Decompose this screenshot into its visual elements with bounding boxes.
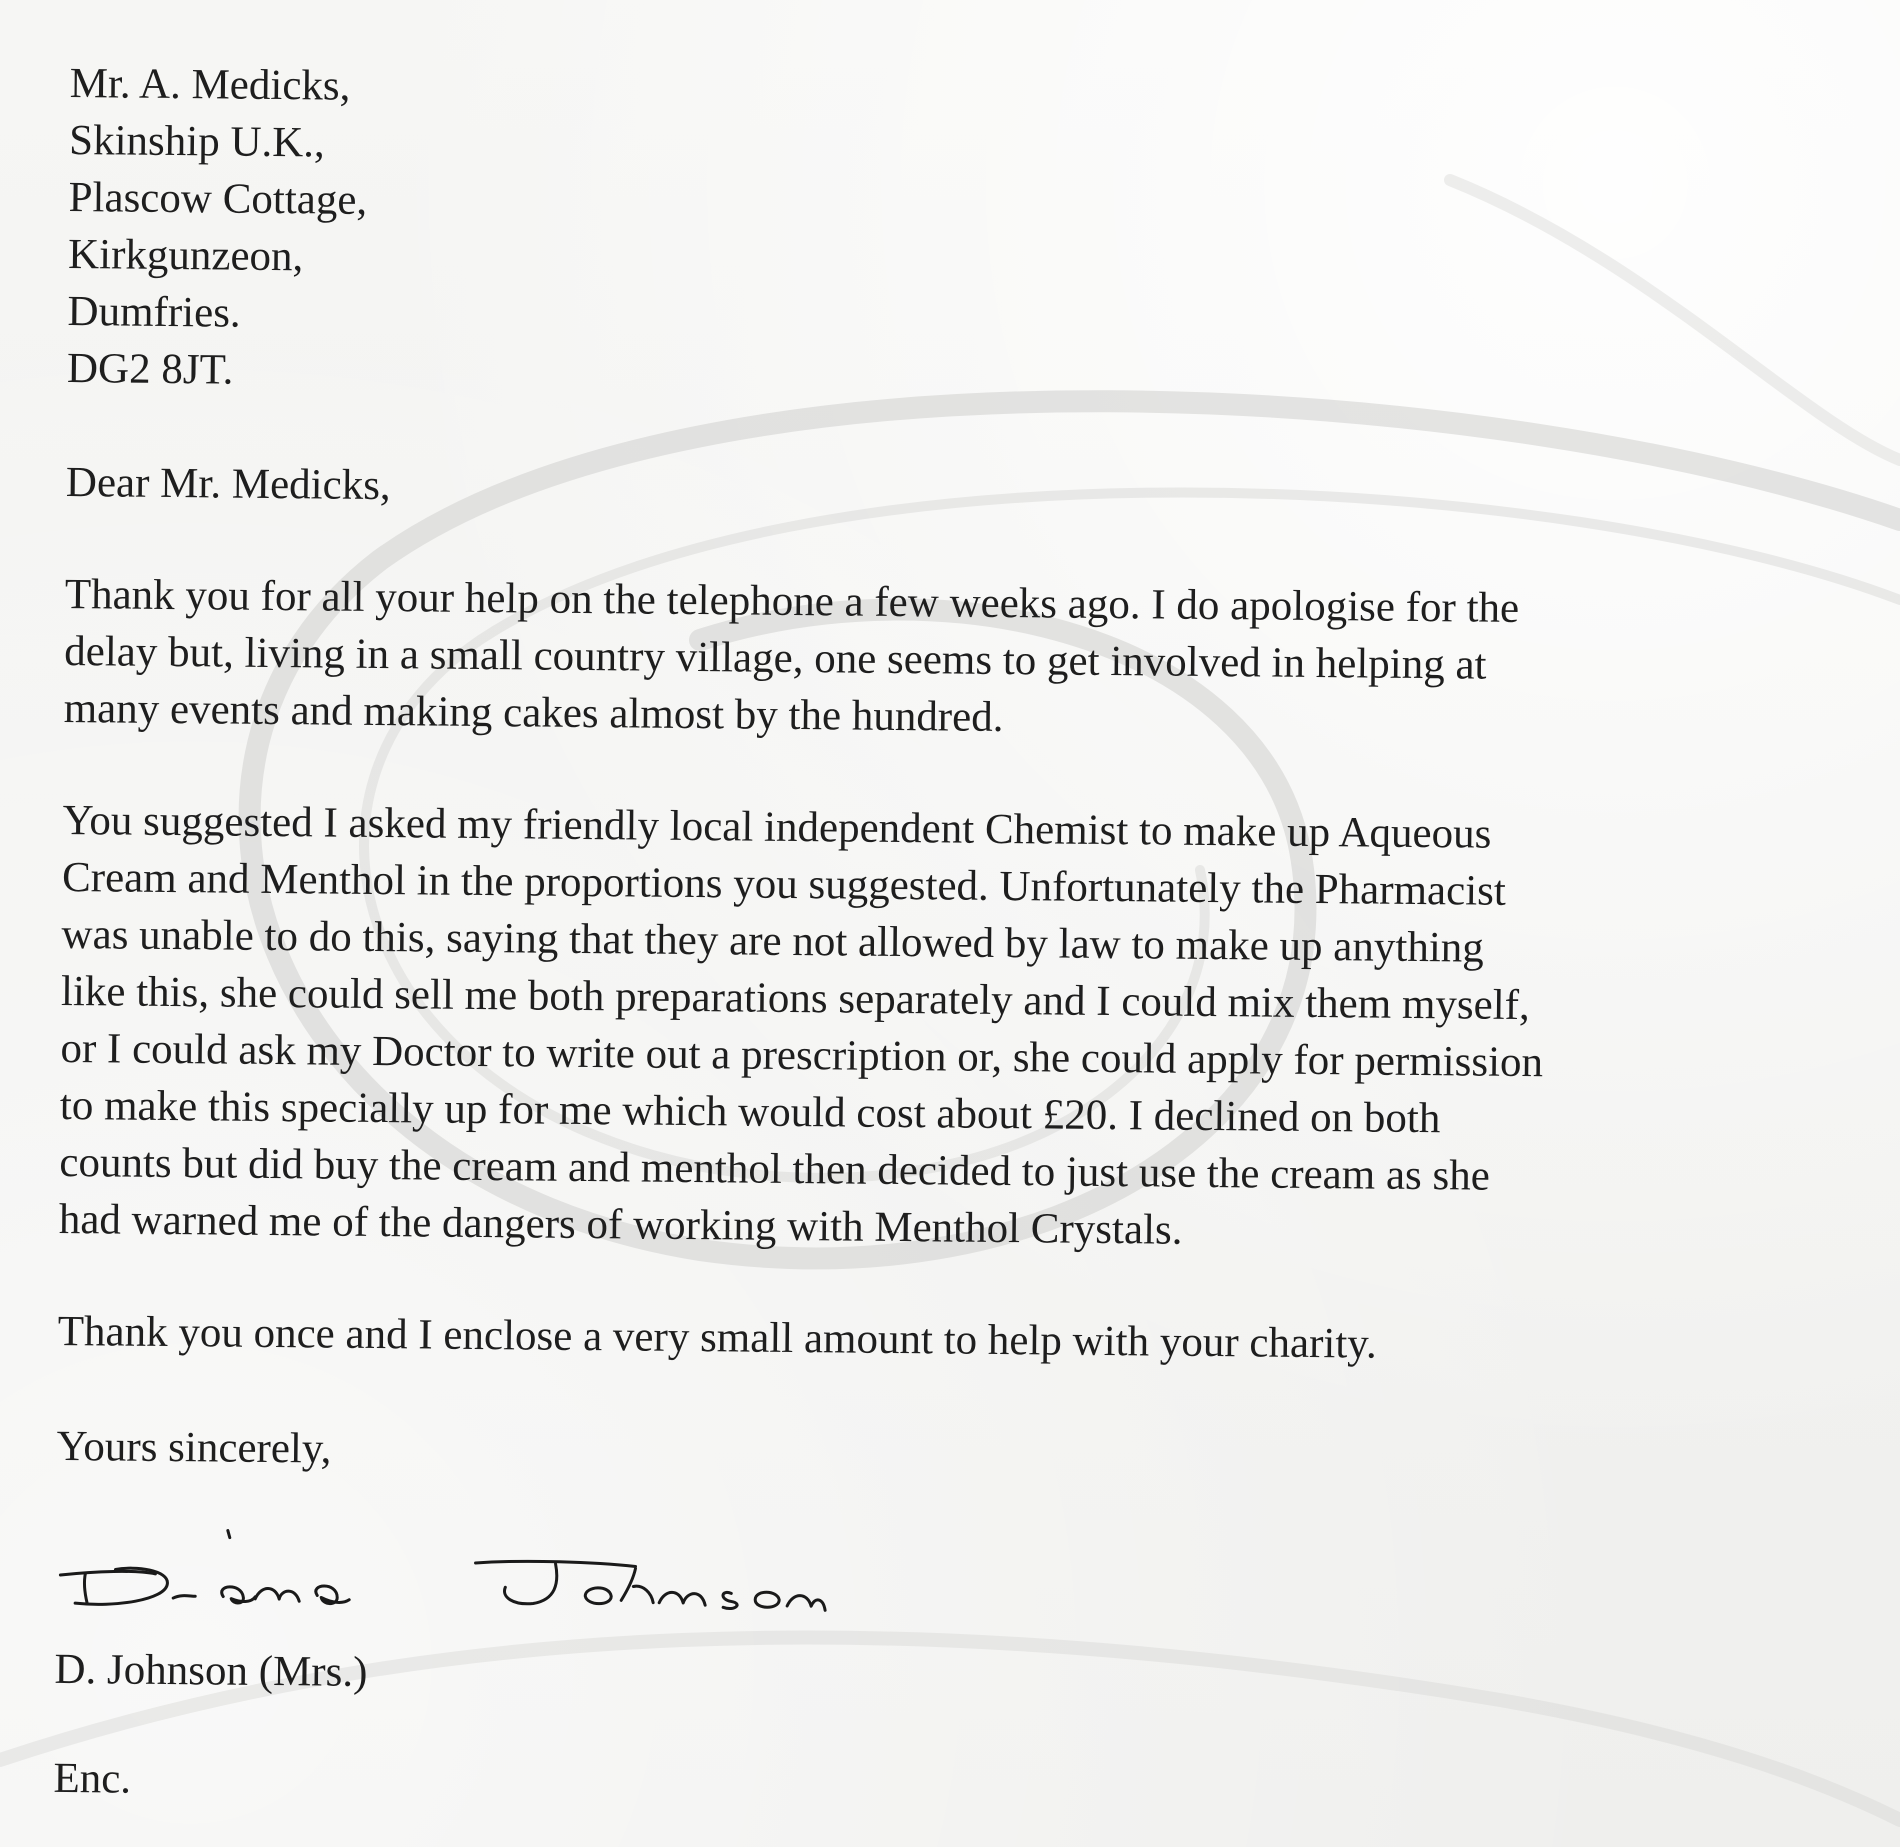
signatory-name: D. Johnson (Mrs.) — [54, 1645, 368, 1696]
paragraph-line: had warned me of the dangers of working with Menthol Crystals. — [58, 1195, 1183, 1254]
letter-body — [53, 55, 1830, 1824]
address-line-postcode: DG2 8JT. — [66, 344, 234, 394]
paragraph-line: delay but, living in a small country village, one seems to get involved in helping at — [64, 627, 1487, 689]
paragraph-line: was unable to do this, saying that they are not allowed by law to make up anything — [61, 910, 1484, 972]
paragraph-line: Cream and Menthol in the proportions you suggested. Unfortunately the Pharmacist — [61, 853, 1507, 915]
paragraph-chemist — [59, 792, 1823, 1265]
paragraph-thanks — [63, 566, 1825, 754]
address-line-company: Skinship U.K., — [68, 116, 326, 167]
paragraph-line: counts but did buy the cream and menthol then decided to just use the cream as she — [59, 1138, 1491, 1200]
paragraph-line: Thank you for all your help on the telephone a few weeks ago. I do apologise for the — [64, 570, 1520, 632]
complimentary-close: Yours sincerely, — [56, 1422, 332, 1473]
enclosure-note: Enc. — [53, 1754, 132, 1803]
address-line-village: Kirkgunzeon, — [67, 230, 304, 281]
recipient-address — [67, 55, 1830, 414]
paragraph-line: or I could ask my Doctor to write out a prescription or, she could apply for permission — [60, 1024, 1544, 1087]
paragraph-line: You suggested I asked my friendly local independent Chemist to make up Aqueous — [62, 796, 1492, 858]
address-line-name: Mr. A. Medicks, — [69, 59, 351, 110]
address-line-town: Dumfries. — [67, 287, 241, 337]
paragraph-line: Thank you once and I enclose a very small amount to help with your charity. — [57, 1307, 1378, 1368]
paragraph-line: like this, she could sell me both preparations separately and I could mix them myself, — [60, 967, 1530, 1030]
paragraph-line: to make this specially up for me which would cost about £20. I declined on both — [59, 1081, 1441, 1143]
salutation: Dear Mr. Medicks, — [65, 458, 391, 510]
paragraph-line: many events and making cakes almost by the hundred. — [63, 684, 1004, 741]
handwritten-signature — [55, 1503, 956, 1632]
address-line-street: Plascow Cottage, — [68, 173, 368, 224]
paragraph-charity — [57, 1303, 1817, 1377]
